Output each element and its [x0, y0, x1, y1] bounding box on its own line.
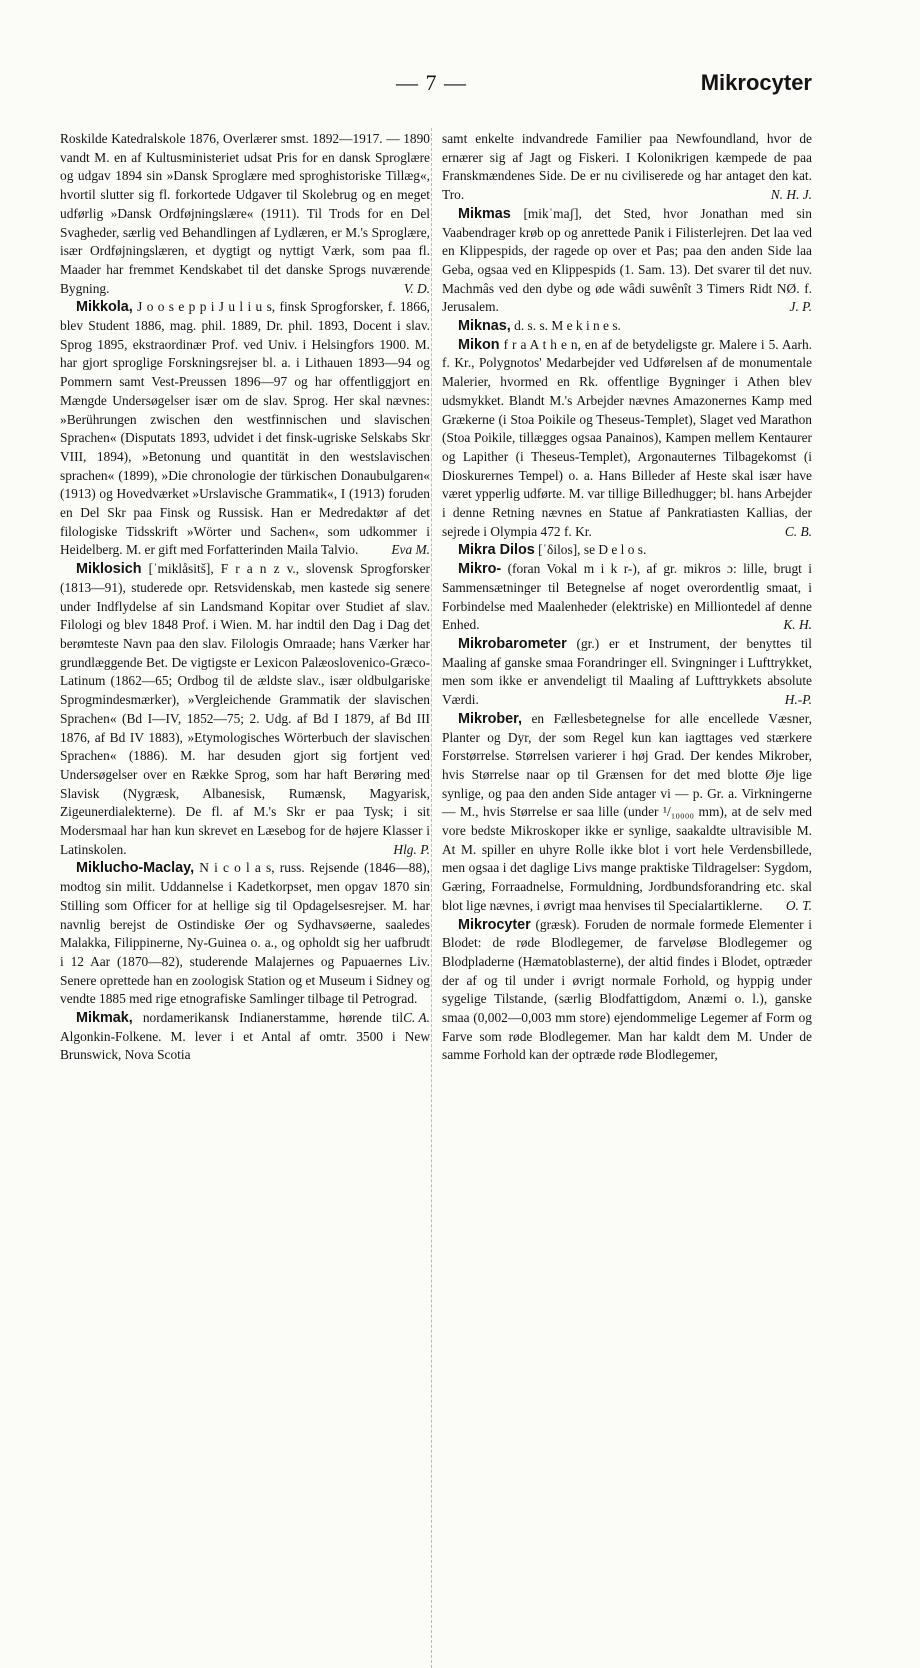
entry [442, 916, 812, 1066]
entry-text: N i c o l a s, russ. Rejsende (1846—88), modtog sin milit. Uddannelse i Kadetkorpset, men opgav 1870 sin Stilling som Officer for at hellige sig til Opdagelsesrejser. M. har navnlig berejst de Ostindiske Øer og Sydhavsøerne, saaledes Malakka, Filippinerne, Ny-Guinea o. a., og opholdt sig her uafbrudt i 12 Aar (1870—82), studerende Malajernes og Papuaernes Liv. Senere oprettede han en zoologisk Station og et Museum i Sidney og vendte 1885 med rige etnografiske Samlinger tilbage til Petrograd. [60, 860, 430, 1007]
entry-text: (foran Vokal m i k r-), af gr. mikros ɔ: lille, brugt i Sammensætninger til Betegnelse af noget overordentlig smaat, i Forbindelse med Maalenheder (elektriske) en Milliontedel af denne Enhed. [442, 561, 812, 633]
entry-signature: Eva M. [391, 542, 430, 558]
entry-headword: Mikro- [458, 561, 502, 578]
entry [60, 130, 430, 298]
entry-signature: V. D. [403, 280, 430, 296]
entry-signature: C. B. [784, 523, 812, 539]
entry-headword: Mikra Dilos [458, 542, 535, 559]
entry-text: [ˈδilos], se D e l o s. [538, 542, 647, 558]
entry-signature: C. A. [403, 1010, 430, 1026]
entry [60, 560, 430, 859]
entry-headword: Mikon [458, 336, 500, 353]
entry [60, 298, 430, 560]
entry [442, 710, 812, 916]
page-header [56, 70, 812, 110]
entry-headword: Miklucho-Maclay, [76, 860, 195, 877]
page-number: — 7 — [396, 70, 467, 95]
entry [442, 130, 812, 205]
entry [442, 541, 812, 560]
column-divider [431, 128, 432, 1668]
running-head: Mikrocyter [700, 70, 812, 95]
entry-text: samt enkelte indvandrede Familier paa Newfoundland, hvor de ernærer sig af Jagt og Fiskeri. I Kolonikrigen kæmpede de paa Franskmændenes Side. De er nu civiliserede og har antaget den kat. Tro. [442, 131, 812, 203]
entry-headword: Mikrober, [458, 710, 522, 727]
right-column [442, 130, 812, 1065]
entry [442, 205, 812, 317]
entry-headword: Mikrocyter [458, 916, 531, 933]
entry [442, 635, 812, 710]
entry-headword: Miklosich [76, 561, 142, 578]
entry-signature: O. T. [785, 897, 812, 913]
entry-text: J o o s e p p i J u l i u s, finsk Sprogforsker, f. 1866, blev Student 1886, mag. phil. 1889, Dr. phil. 1893, Docent i slav. Sprog 1895, ekstraordinær Prof. ved Univ. i Helsingfors 1900. M. har gjort sproglige Forskningsrejser bl. a. i Lithauen 1893—94 og Pommern samt Vest-Preussen 1896—97 og har offentliggjort en Mængde Undersøgelser især om de slav. Sprog. Her skal nævnes: »Berührungen zwischen den westfinnischen und slavischen Sprachen« (Disputats 1893, udvidet i det finsk-ugriske Selskabs Skr VIII, 1894), »Betonung und quantität in den westslavischen sprachen« (1899), »Die chronologie der türkischen Donaubulgaren« (1913) og Hovedværket »Urslavische Grammatik«, I (1913) foruden en Del Skr paa Finsk og Russisk. Han er Medredaktør af det filologiske Tidsskrift »Wörter und Sachen«, som udkommer i Heidelberg. M. er gift med Forfatterinden Maila Talvio. [60, 299, 430, 558]
entry-headword: Miknas, [458, 318, 511, 335]
entry-headword: Mikrobarometer [458, 635, 567, 652]
entry-signature: N. H. J. [770, 187, 812, 203]
entry-text: [mikˈmaʃ], det Sted, hvor Jonathan med sin Vaabendrager krøb op og anrettede Panik i Filisterlejren. Det laa ved en Klippespids, der ragede op over et Pas; paa den anden Side laa Geba, ogsaa ved en Klippespids (1. Sam. 13). Det svarer til det nuv. Machmâs ved den dybe og øde wâdi suwênît 3 Timers Ridt NØ. f. Jerusalem. [442, 205, 812, 315]
entry [60, 1009, 430, 1065]
entry-text: (græsk). Foruden de normale formede Elementer i Blodet: de røde Blodlegemer, de farveløse Blodlegemer og Blodpladerne (Hæmatoblasterne), der altid findes i Blodet, optræder der af og til under i øvrigt normale Forhold, og hyppig under sygelige Tilstande, (særlig Blodfattigdom, Anæmi o. l.), ganske smaa (0,002—0,003 mm store) ejendommelige Legemer af Form og Farve som røde Blodlegemer. Man har kaldt dem M. Under de samme Forhold kan der optræde røde Blodlegemer, [442, 916, 812, 1063]
entry-text: [ˈmiklåsitš], F r a n z v., slovensk Sprogforsker (1813—91), studerede opr. Retsvidenskab, men kastede sig senere under Indflydelse af sin Landsmand Kopitar over Studiet af slav. Filologi og blev 1848 Prof. i Wien. M. har indtil den Dag i Dag det berømteste Navn paa den slav. Filologis Omraade; hans Værker har grundlæggende Bet. De vigtigste er Lexicon Palæoslovenico-Græco-Latinum (1862—65; Ordbog til de ældste slav., især oldbulgariske Sprogmindesmærker), »Vergleichende Grammatik der slavischen Sprachen« (Bd I—IV, 1852—75; 2. Udg. af Bd I 1879, af Bd III 1876, af Bd IV 1883), »Etymologisches Wörterbuch der slavischen Sprachen« (1886). M. har desuden gjort sig fortjent ved Undersøgelser over en Række Sprog, som har haft Berøring med Slavisk (Nygræsk, Albanesisk, Rumænsk, Magyarisk, Zigeunerdialekterne). De fl. af M.'s Skr er paa Tysk; i sit Modersmaal har han kun skrevet en Læsebog for de højere Klasser i Latinskolen. [60, 561, 430, 857]
entry-headword: Mikkola, [76, 299, 133, 316]
entry-text: Roskilde Katedralskole 1876, Overlærer smst. 1892—1917. — 1890 vandt M. en af Kultusministeriet udsat Pris for en dansk Sproglære og udgav 1894 sin »Dansk Sproglære med sproghistoriske Tillæg«, hvortil slutter sig fl. forkortede Udgaver til Skolebrug og en meget udførlig »Dansk Ordføjningslære« (1911). Til Trods for en Del Svagheder, særlig ved Behandlingen af Lydlæren, er M.'s Sproglære, især Ordføjningslæren, et dygtigt og nyttigt Værk, som paa fl. Maader har fremmet Kendskabet til det danske Sprogs nuværende Bygning. [60, 131, 430, 296]
entry-signature: H.-P. [784, 692, 812, 708]
entry-text: (gr.) er et Instrument, der benyttes til Maaling af ganske smaa Forandringer ell. Svingninger i Lufttrykket, men som ikke er anvendeligt til Maaling af Lufttrykkets absolute Værdi. [442, 635, 812, 708]
entry [442, 317, 812, 336]
entry [442, 560, 812, 635]
entry-text: d. s. s. M e k i n e s. [514, 318, 621, 334]
entry [442, 336, 812, 542]
entry-text: f r a A t h e n, en af de betydeligste gr. Malere i 5. Aarh. f. Kr., Polygnotos' Medarbejder ved Udførelsen af de monumentale Malerier, hvormed en Rk. offentlige Bygninger i Athen blev udsmykket. Blandt M.'s Arbejder nævnes Amazonernes Kamp med Grækerne (i Stoa Poikile og Theseus-Templet), Slaget ved Marathon (Stoa Poikile, tillægges ogsaa Panainos), Kampen mellem Kentaurer og Lapither (i Theseus-Templet), Argonauternes Tilbagekomst (i Dioskurernes Tempel) o. a. Hans Billeder af Heste skal især have været ypperlig udførte. M. var tillige Billedhugger; bl. hans Arbejder i denne Retning nævnes en Statue af Pankratiasten Kallias, der sejrede i Olympia 472 f. Kr. [442, 336, 812, 539]
entry-headword: Mikmas [458, 205, 511, 222]
entry-signature: K. H. [783, 617, 812, 633]
left-column [60, 130, 430, 1065]
entry-signature: J. P. [789, 299, 812, 315]
entry-signature: Hlg. P. [393, 841, 430, 857]
entry-text: en Fællesbetegnelse for alle encellede Væsner, Planter og Dyr, der som Regel kun kan iagttages ved stærkere Forstørrelse. Størrelsen varierer i høj Grad. Der kendes Mikrober, hvis Størrelse naar op til Grænsen for det med blotte Øje lige synlige, og paa den anden Side antager vi — p. Gr. a. Virkningerne — M., hvis Størrelse er saa lille (under ¹/₁₀₀₀₀ mm), at de selv med vore bedste Mikroskoper ikke er synlige, saakaldte ultravisible M. At M. spiller en uhyre Rolle ikke blot i vort hele Verdensbillede, men ogsaa i det daglige Livs mange praktiske Tildragelser: Sygdom, Gæring, Forraadnelse, Formuldning, Jordbundsforandring etc. skal blot lige nævnes, i øvrigt maa henvises til Specialartiklerne. [442, 710, 812, 913]
entry-text: nordamerikansk Indianerstamme, hørende til Algonkin-Folkene. M. lever i et Antal af omtr. 3500 i New Brunswick, Nova Scotia [60, 1010, 430, 1063]
entry-headword: Mikmak, [76, 1010, 133, 1027]
